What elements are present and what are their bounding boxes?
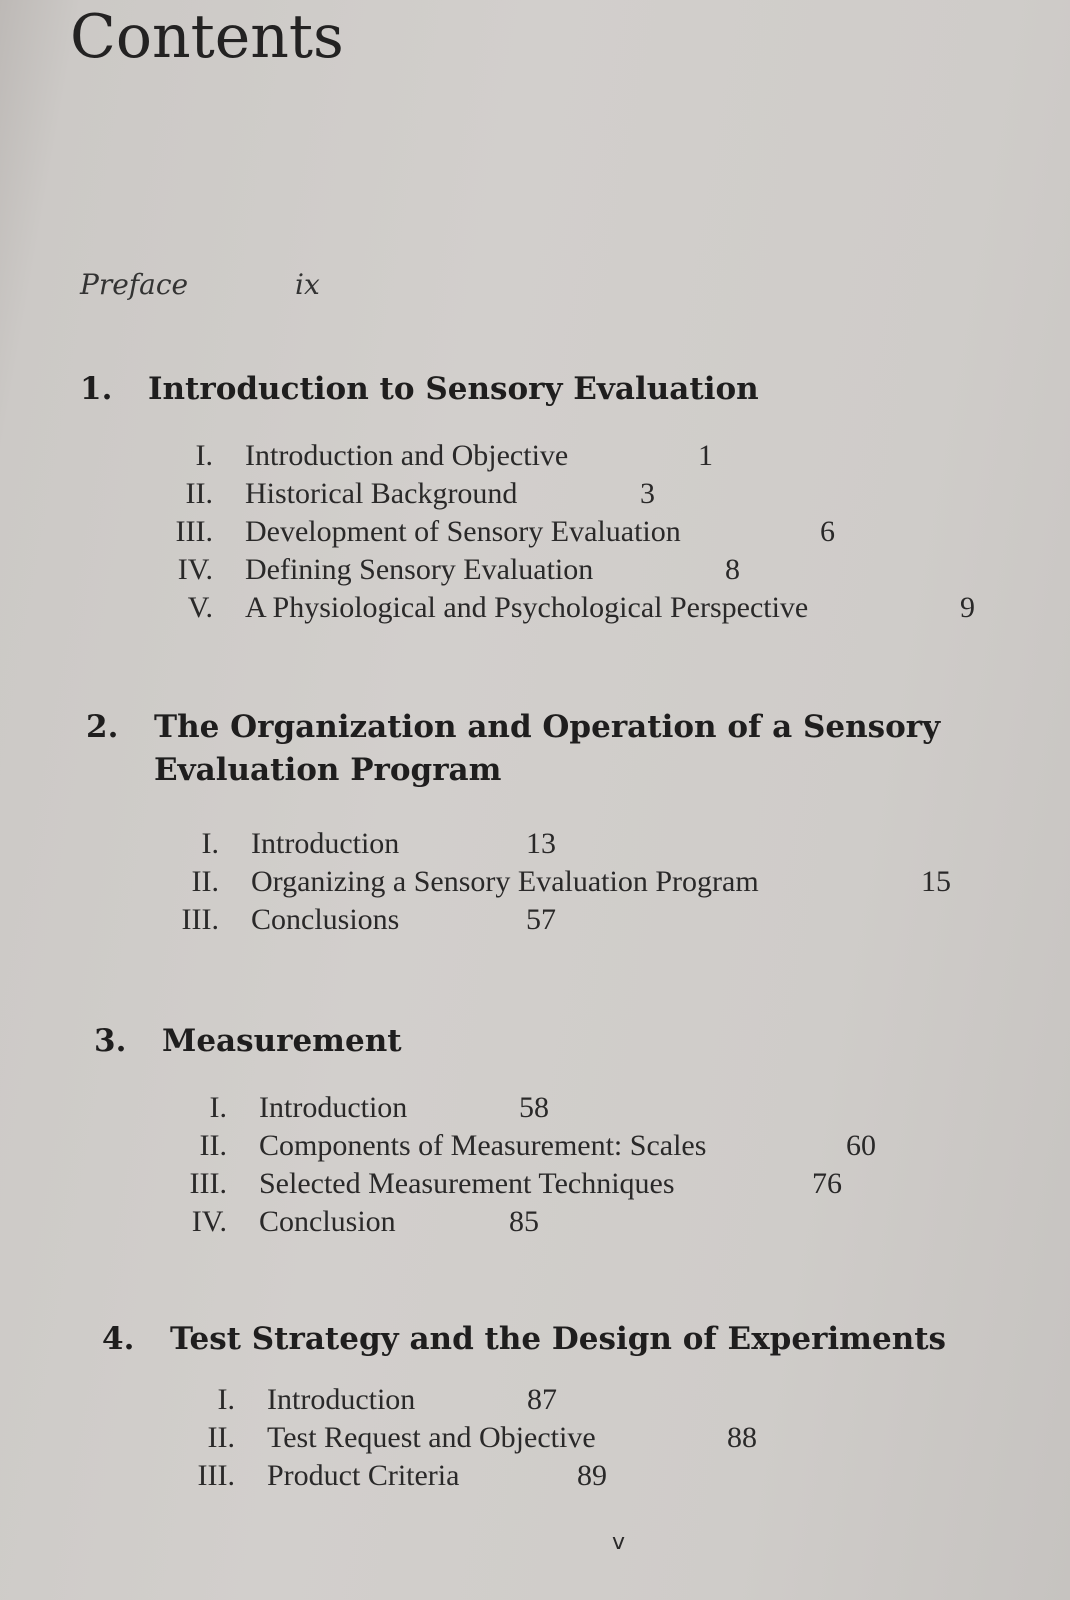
section-page: 6	[820, 515, 835, 549]
section-page: 76	[812, 1167, 842, 1201]
section-title: Historical Background	[245, 477, 518, 511]
section-entry	[102, 1381, 1062, 1419]
section-title: Components of Measurement: Scales	[259, 1129, 707, 1163]
chapter-3	[94, 1020, 1054, 1241]
page-folio: v	[612, 1530, 626, 1555]
section-page: 58	[519, 1091, 549, 1125]
chapter-1	[80, 368, 1040, 627]
section-numeral: V.	[187, 591, 213, 625]
chapter-number: 1.	[80, 371, 113, 407]
section-entry	[102, 1419, 1062, 1457]
chapter-title: Measurement	[162, 1023, 402, 1059]
section-title: Conclusions	[251, 902, 400, 936]
section-numeral: IV.	[177, 553, 213, 587]
section-entry	[86, 901, 1046, 939]
chapter-heading	[86, 706, 1046, 793]
section-numeral: III.	[189, 1167, 227, 1201]
preface-entry	[80, 268, 320, 301]
section-entry	[86, 825, 1046, 863]
chapter-title: Introduction to Sensory Evaluation	[148, 371, 759, 407]
section-page: 8	[725, 553, 740, 587]
section-page: 88	[727, 1421, 757, 1455]
section-numeral: III.	[197, 1459, 235, 1493]
section-entry	[94, 1203, 1054, 1241]
section-numeral: III.	[175, 515, 213, 549]
section-entry	[102, 1457, 1062, 1495]
section-page: 87	[527, 1383, 557, 1417]
section-title: Introduction and Objective	[245, 439, 569, 473]
section-entry	[86, 863, 1046, 901]
chapter-heading	[94, 1020, 1054, 1063]
section-numeral: II.	[185, 477, 213, 511]
section-numeral: I.	[195, 439, 213, 473]
section-page: 57	[526, 902, 556, 936]
section-entry	[80, 437, 1040, 475]
section-title: Introduction	[267, 1383, 416, 1417]
section-page: 1	[698, 439, 713, 473]
section-title: Product Criteria	[267, 1459, 460, 1493]
chapter-number: 2.	[86, 709, 119, 745]
chapter-4	[102, 1318, 1062, 1495]
page-title: Contents	[70, 2, 344, 72]
section-entry	[80, 475, 1040, 513]
section-numeral: II.	[191, 864, 219, 898]
section-entry	[80, 589, 1040, 627]
chapter-heading	[80, 368, 1040, 411]
section-title: Introduction	[259, 1091, 408, 1125]
chapter-title: The Organization and Operation of a Sensory Evaluation Program	[154, 709, 941, 789]
section-numeral: I.	[217, 1383, 235, 1417]
section-entry	[80, 551, 1040, 589]
section-page: 60	[846, 1129, 876, 1163]
section-entry	[80, 513, 1040, 551]
section-list	[94, 1089, 1054, 1241]
section-page: 13	[526, 826, 556, 860]
section-page: 15	[921, 864, 951, 898]
section-numeral: III.	[181, 902, 219, 936]
preface-page: ix	[295, 268, 320, 301]
section-title: Conclusion	[259, 1205, 396, 1239]
section-list	[86, 825, 1046, 939]
section-title: Introduction	[251, 826, 400, 860]
chapter-number: 4.	[102, 1321, 135, 1357]
section-title: Test Request and Objective	[267, 1421, 596, 1455]
section-title: Development of Sensory Evaluation	[245, 515, 681, 549]
section-title: Defining Sensory Evaluation	[245, 553, 594, 587]
section-list	[80, 437, 1040, 627]
section-list	[102, 1381, 1062, 1495]
section-numeral: IV.	[191, 1205, 227, 1239]
chapter-number: 3.	[94, 1023, 127, 1059]
preface-label: Preface	[80, 268, 189, 301]
section-page: 85	[509, 1205, 539, 1239]
section-entry	[94, 1089, 1054, 1127]
chapter-2	[86, 706, 1046, 939]
section-numeral: II.	[207, 1421, 235, 1455]
section-entry	[94, 1165, 1054, 1203]
section-page: 9	[960, 591, 975, 625]
section-numeral: II.	[199, 1129, 227, 1163]
section-title: Selected Measurement Techniques	[259, 1167, 675, 1201]
section-numeral: I.	[209, 1091, 227, 1125]
section-title: A Physiological and Psychological Perspective	[245, 591, 809, 625]
chapter-heading	[102, 1318, 1062, 1361]
section-page: 3	[640, 477, 655, 511]
section-page: 89	[577, 1459, 607, 1493]
section-title: Organizing a Sensory Evaluation Program	[251, 864, 759, 898]
section-entry	[94, 1127, 1054, 1165]
chapter-title: Test Strategy and the Design of Experiments	[170, 1321, 947, 1357]
section-numeral: I.	[201, 826, 219, 860]
